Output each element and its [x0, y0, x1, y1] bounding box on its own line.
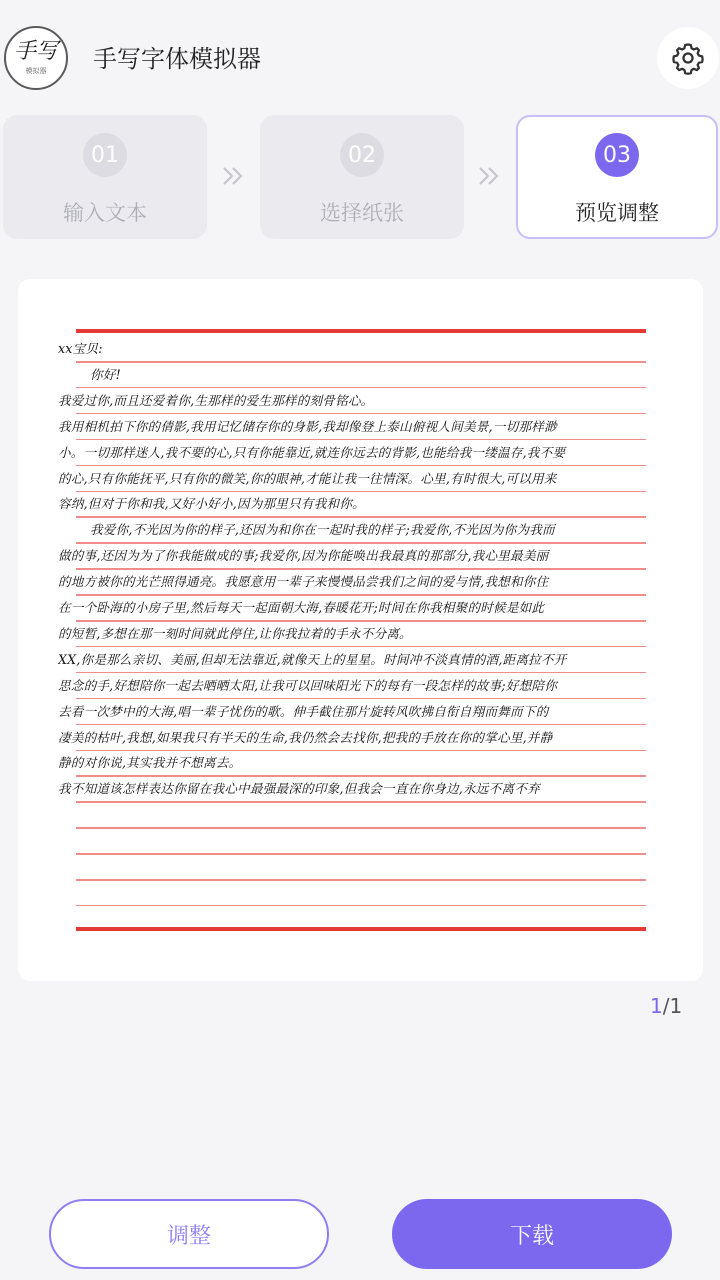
- text-line: 小。一切那样迷人,我不要的心,只有你能靠近,就连你远去的背影,也能给我一缕温存,我不要: [58, 444, 566, 460]
- ruled-line: [76, 879, 646, 881]
- text-line: xx宝贝:: [58, 341, 103, 356]
- ruled-line: [76, 646, 646, 648]
- ruled-line: [76, 620, 646, 622]
- text-line: 容纳,但对于你和我,又好小好小,因为那里只有我和你。: [58, 496, 365, 512]
- step-number: 01: [83, 133, 127, 177]
- ruled-line: [76, 465, 646, 467]
- text-line: 凄美的枯叶,我想,如果我只有半天的生命,我仍然会去找你,把我的手放在你的掌心里,并静: [58, 729, 553, 745]
- ruled-line: [76, 413, 646, 415]
- adjust-button[interactable]: 调整: [49, 1199, 329, 1269]
- current-page: 1: [650, 994, 663, 1018]
- text-line: 我爱过你,而且还爱着你,生那样的爱生那样的刻骨铭心。: [58, 392, 374, 408]
- page-separator: /: [662, 994, 670, 1018]
- ruled-line: [76, 853, 646, 855]
- double-chevron-right-icon: [475, 162, 503, 190]
- text-line: 去看一次梦中的大海,唱一辈子忧伤的歌。伸手截住那片旋转风吹拂自衔自翔而舞而下的: [58, 703, 549, 719]
- text-line: 我不知道该怎样表达你留在我心中最强最深的印象,但我会一直在你身边,永远不离不弃: [58, 781, 540, 797]
- step-number: 02: [340, 133, 384, 177]
- step-number: 03: [595, 133, 639, 177]
- text-line: 我用相机拍下你的倩影,我用记忆储存你的身影,我却像登上泰山俯视人间美景,一切那样渺: [58, 418, 557, 434]
- settings-button[interactable]: [657, 27, 719, 89]
- text-line: 的短暂,多想在那一刻时间就此停住,让你我拉着的手永不分离。: [58, 625, 412, 641]
- ruled-line: [76, 568, 646, 570]
- ruled-line: [76, 672, 646, 674]
- text-line: XX,你是那么亲切、美丽,但却无法靠近,就像天上的星星。时间冲不淡真情的酒,距离拉不开: [58, 651, 567, 667]
- ruled-line: [76, 801, 646, 803]
- step-input-text[interactable]: [3, 115, 207, 239]
- step-label: 输入文本: [63, 201, 147, 225]
- ruled-line: [76, 491, 646, 493]
- text-line: 思念的手,好想陪你一起去晒晒太阳,让我可以回味阳光下的每有一段怎样的故事;好想陪你: [58, 677, 558, 693]
- logo-main-text: 手写: [13, 39, 58, 64]
- download-button[interactable]: 下载: [392, 1199, 672, 1269]
- step-label: 选择纸张: [320, 201, 404, 225]
- ruled-line: [76, 724, 646, 726]
- ruled-line: [76, 827, 646, 829]
- text-line: 在一个卧海的小房子里,然后每天一起面朝大海,春暖花开;时间在你我相聚的时候是如此: [58, 600, 545, 615]
- app-logo: [4, 26, 68, 90]
- text-line: 你好!: [90, 366, 121, 382]
- ruled-line: [76, 905, 646, 907]
- text-line: 的地方被你的光芒照得通亮。我愿意用一辈子来慢慢品尝我们之间的爱与情,我想和你住: [58, 574, 549, 590]
- app-header: [0, 0, 720, 118]
- app-title: 手写字体模拟器: [93, 45, 261, 73]
- logo-sub-text: 模拟器: [25, 67, 47, 75]
- ruled-line: [76, 775, 646, 777]
- ruled-line: [76, 542, 646, 544]
- top-bold-rule: [76, 329, 646, 333]
- step-preview-adjust[interactable]: [516, 115, 718, 239]
- ruled-line: [76, 750, 646, 752]
- ruled-line: [76, 698, 646, 700]
- ruled-line: [76, 516, 646, 518]
- paper-preview[interactable]: [18, 279, 703, 981]
- text-line: 静的对你说,其实我并不想离去。: [58, 755, 242, 771]
- total-pages: 1: [669, 994, 683, 1018]
- text-line: 做的事,还因为为了你我能做成的事;我爱你,因为你能唤出我最真的那部分,我心里最美丽: [58, 548, 549, 564]
- bottom-bold-rule: [76, 927, 646, 931]
- page-indicator: [650, 994, 682, 1018]
- ruled-line: [76, 439, 646, 441]
- step-label: 预览调整: [575, 201, 659, 225]
- text-line: 我爱你,不光因为你的样子,还因为和你在一起时我的样子;我爱你,不光因为你为我而: [90, 522, 555, 538]
- ruled-line: [76, 387, 646, 389]
- step-choose-paper[interactable]: [260, 115, 464, 239]
- ruled-line: [76, 594, 646, 596]
- gear-icon: [671, 41, 705, 75]
- double-chevron-right-icon: [219, 162, 247, 190]
- text-line: 的心,只有你能抚平,只有你的微笑,你的眼神,才能让我一往情深。心里,有时很大,可以用来: [58, 470, 557, 486]
- ruled-line: [76, 361, 646, 363]
